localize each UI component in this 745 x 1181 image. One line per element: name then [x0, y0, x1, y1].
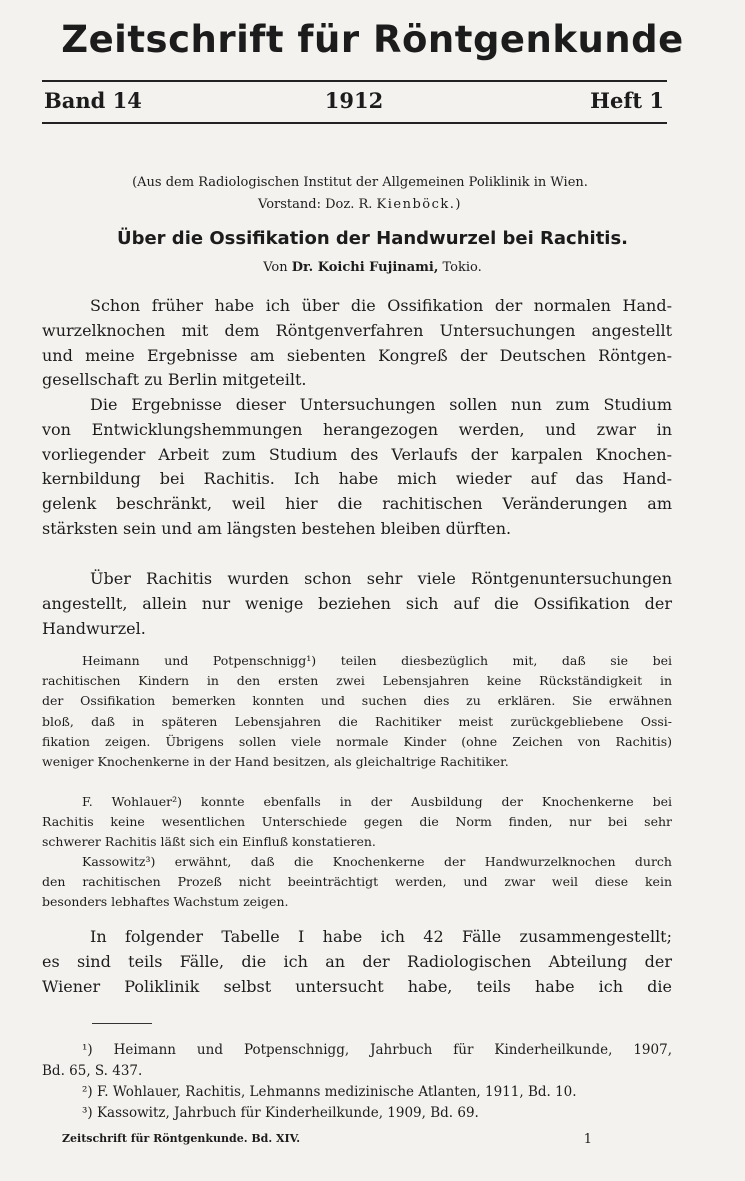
text-line: Schon früher habe ich über die Ossifikation der normalen Hand-: [90, 296, 672, 315]
article-title: Über die Ossifikation der Handwurzel bei Rachitis.: [116, 228, 629, 249]
text-line: Heimann und Potpenschnigg¹) teilen diesbezüglich mit, daß sie bei: [82, 653, 672, 668]
paragraph-1: [42, 294, 672, 393]
issue-line: [44, 88, 664, 113]
journal-title: Zeitschrift für Röntgenkunde: [61, 18, 684, 61]
footnote-rule: [92, 1023, 152, 1024]
header-rule-bottom: [42, 122, 667, 124]
paragraph-3: [42, 567, 672, 641]
text-line: vorliegender Arbeit zum Studium des Verlaufs der karpalen Knochen-: [42, 444, 672, 464]
text-line: Über Rachitis wurden schon sehr viele Röntgenuntersuchungen: [90, 569, 672, 588]
header-rule-top: [42, 80, 667, 82]
running-footer: [62, 1132, 592, 1147]
affiliation: [60, 172, 660, 216]
issue-label: Heft 1: [590, 88, 664, 113]
affiliation-director-prefix: Vorstand: Doz. R.: [258, 197, 373, 212]
text-line: und meine Ergebnisse am siebenten Kongreß der Deutschen Röntgen-: [42, 345, 672, 365]
text-line: Kassowitz³) erwähnt, daß die Knochenkerne der Handwurzelknochen durch: [82, 854, 672, 869]
text-line: bloß, daß in späteren Lebensjahren die Rachitiker meist zurückgebliebene Ossi-: [42, 713, 672, 729]
affiliation-line-1: (Aus dem Radiologischen Institut der Allgemeinen Poliklinik in Wien.: [132, 175, 588, 190]
text-line: schwerer Rachitis läßt sich ein Einfluß konstatieren.: [42, 834, 376, 850]
text-line: kernbildung bei Rachitis. Ich habe mich wieder auf das Hand-: [42, 469, 672, 489]
text-line: den rachitischen Prozeß nicht beeinträchtigt werden, und zwar weil diese kein: [42, 874, 672, 890]
byline-von: Von: [263, 260, 288, 275]
paragraph-5: [42, 792, 672, 853]
byline-place: Tokio.: [442, 260, 482, 275]
byline-author: Dr. Koichi Fujinami,: [291, 260, 439, 275]
text-line: gesellschaft zu Berlin mitgeteilt.: [42, 370, 307, 390]
text-line: Die Ergebnisse dieser Untersuchungen sollen nun zum Studium: [90, 395, 672, 414]
running-title: Zeitschrift für Röntgenkunde. Bd. XIV.: [62, 1132, 301, 1145]
year-label: 1912: [324, 88, 384, 113]
volume-label: Band 14: [44, 88, 142, 113]
text-line: es sind teils Fälle, die ich an der Radiologischen Abteilung der: [42, 951, 672, 971]
text-line: fikation zeigen. Übrigens sollen viele normale Kinder (ohne Zeichen von Rachitis): [42, 733, 672, 749]
affiliation-director-name: Kienböck.): [376, 197, 462, 212]
footnote-1-continued: Bd. 65, S. 437.: [42, 1063, 143, 1079]
text-line: Handwurzel.: [42, 618, 146, 638]
text-line: rachitischen Kindern in den ersten zwei Lebensjahren keine Rückständigkeit in: [42, 673, 672, 689]
text-line: angestellt, allein nur wenige beziehen sich auf die Ossifikation der: [42, 593, 672, 613]
text-line: weniger Knochenkerne in der Hand besitzen, als gleichaltrige Rachitiker.: [42, 754, 509, 770]
text-line: der Ossifikation bemerken konnten und suchen dies zu erklären. Sie erwähnen: [42, 693, 672, 709]
page-number: 1: [583, 1132, 592, 1147]
footnote-1: ¹) Heimann und Potpenschnigg, Jahrbuch für Kinderheilkunde, 1907,: [82, 1042, 672, 1058]
text-line: stärksten sein und am längsten bestehen bleiben dürften.: [42, 518, 512, 538]
byline: [40, 260, 705, 275]
affiliation-line-2: [60, 194, 660, 216]
text-line: Wiener Poliklinik selbst untersucht habe, teils habe ich die: [42, 976, 672, 996]
footnote-3: ³) Kassowitz, Jahrbuch für Kinderheilkunde, 1909, Bd. 69.: [82, 1105, 479, 1121]
text-line: gelenk beschränkt, weil hier die rachitischen Veränderungen am: [42, 494, 672, 514]
text-line: F. Wohlauer²) konnte ebenfalls in der Ausbildung der Knochenkerne bei: [82, 794, 672, 809]
text-line: besonders lebhaftes Wachstum zeigen.: [42, 894, 289, 910]
paragraph-6: [42, 852, 672, 913]
footnotes: [42, 1040, 672, 1124]
paragraph-4: [42, 651, 672, 772]
paragraph-2: [42, 393, 672, 542]
text-line: wurzelknochen mit dem Röntgenverfahren Untersuchungen angestellt: [42, 320, 672, 340]
text-line: In folgender Tabelle I habe ich 42 Fälle zusammengestellt;: [90, 927, 672, 946]
paragraph-7: [42, 925, 672, 999]
text-line: von Entwicklungshemmungen herangezogen werden, und zwar in: [42, 419, 672, 439]
footnote-2: ²) F. Wohlauer, Rachitis, Lehmanns medizinische Atlanten, 1911, Bd. 10.: [82, 1084, 577, 1100]
text-line: Rachitis keine wesentlichen Unterschiede gegen die Norm finden, nur bei sehr: [42, 814, 672, 830]
